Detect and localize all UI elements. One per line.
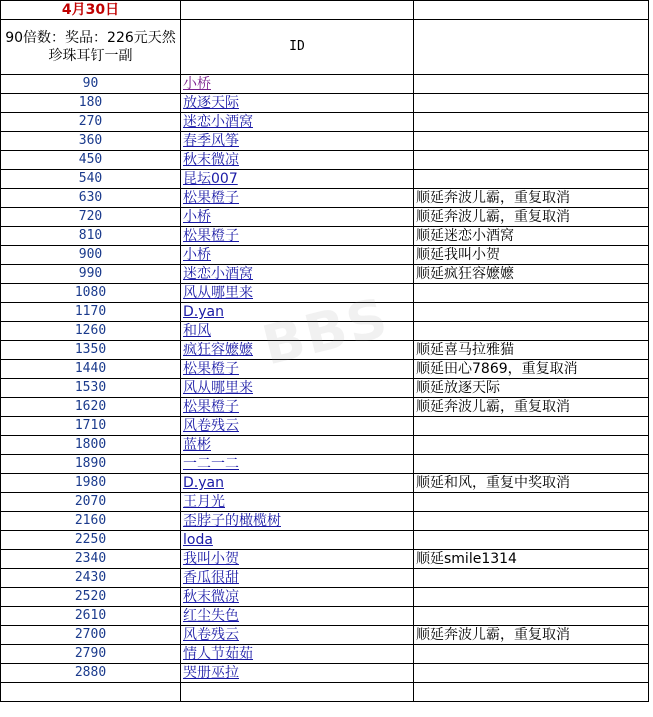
table-row — [1, 474, 649, 493]
user-link[interactable]: 疯狂容嬷嬷 — [183, 342, 253, 358]
user-link[interactable]: D.yan — [183, 475, 224, 491]
note-cell[interactable]: 顺延放逐天际 — [414, 379, 649, 398]
user-link[interactable]: 小桥 — [183, 209, 211, 225]
floor-number-cell[interactable]: 1890 — [1, 455, 181, 474]
table-row — [1, 588, 649, 607]
table-row — [1, 151, 649, 170]
id-header-cell[interactable]: ID — [181, 20, 414, 75]
user-link[interactable]: 秋末微凉 — [183, 589, 239, 605]
table-row — [1, 550, 649, 569]
floor-number-cell[interactable]: 2790 — [1, 645, 181, 664]
user-id-cell[interactable] — [181, 189, 414, 208]
table-row — [1, 208, 649, 227]
floor-number-cell[interactable]: 1530 — [1, 379, 181, 398]
note-cell[interactable] — [414, 512, 649, 531]
user-id-cell[interactable] — [181, 322, 414, 341]
user-link[interactable]: 风从哪里来 — [183, 380, 253, 396]
note-cell[interactable]: 顺延奔波儿霸，重复取消 — [414, 189, 649, 208]
user-link[interactable]: 风从哪里来 — [183, 285, 253, 301]
user-link[interactable]: 一二一二 — [183, 456, 239, 472]
note-cell[interactable] — [414, 170, 649, 189]
note-cell[interactable] — [414, 493, 649, 512]
user-id-cell[interactable] — [181, 208, 414, 227]
user-link[interactable]: 迷恋小酒窝 — [183, 114, 253, 130]
user-id-cell[interactable] — [181, 151, 414, 170]
user-id-cell[interactable] — [181, 474, 414, 493]
note-cell[interactable]: 顺延迷恋小酒窝 — [414, 227, 649, 246]
floor-number-cell[interactable]: 990 — [1, 265, 181, 284]
note-cell[interactable] — [414, 569, 649, 588]
user-id-cell[interactable] — [181, 626, 414, 645]
user-link[interactable]: 小桥 — [183, 76, 211, 92]
floor-number-cell[interactable]: 810 — [1, 227, 181, 246]
note-cell[interactable]: 顺延疯狂容嬷嬷 — [414, 265, 649, 284]
floor-number-cell[interactable]: 1260 — [1, 322, 181, 341]
table-row — [1, 265, 649, 284]
note-cell[interactable] — [414, 303, 649, 322]
user-id-cell[interactable] — [181, 284, 414, 303]
note-cell[interactable] — [414, 284, 649, 303]
user-link[interactable]: 和风 — [183, 323, 211, 339]
user-link[interactable]: D.yan — [183, 304, 224, 320]
user-id-cell[interactable] — [181, 227, 414, 246]
note-cell[interactable] — [414, 132, 649, 151]
user-id-cell[interactable] — [181, 303, 414, 322]
user-link[interactable]: 昆坛007 — [183, 171, 238, 187]
note-cell[interactable] — [414, 683, 649, 702]
note-cell[interactable] — [414, 455, 649, 474]
user-id-cell[interactable] — [181, 607, 414, 626]
table-row — [1, 569, 649, 588]
user-link[interactable]: 歪脖子的橄榄树 — [183, 513, 281, 529]
user-id-cell[interactable] — [181, 398, 414, 417]
user-id-cell[interactable] — [181, 683, 414, 702]
user-id-cell[interactable] — [181, 379, 414, 398]
floor-number-cell[interactable]: 1080 — [1, 284, 181, 303]
table-body — [1, 1, 649, 702]
table-row — [1, 493, 649, 512]
user-link[interactable]: 红尘失色 — [183, 608, 239, 624]
user-id-cell[interactable] — [181, 569, 414, 588]
user-id-cell[interactable] — [181, 170, 414, 189]
table-row — [1, 645, 649, 664]
user-link[interactable]: 迷恋小酒窝 — [183, 266, 253, 282]
watermark: BBS — [256, 285, 395, 378]
note-cell[interactable]: 顺延我叫小贺 — [414, 246, 649, 265]
floor-number-cell[interactable]: 2340 — [1, 550, 181, 569]
note-cell[interactable]: 顺延喜马拉雅猫 — [414, 341, 649, 360]
user-link[interactable]: 松果橙子 — [183, 361, 239, 377]
user-link[interactable]: 哭册巫拉 — [183, 665, 239, 681]
floor-number-cell[interactable] — [1, 683, 181, 702]
table-row — [1, 284, 649, 303]
table-row — [1, 512, 649, 531]
user-link[interactable]: 风卷残云 — [183, 627, 239, 643]
user-link[interactable]: 风卷残云 — [183, 418, 239, 434]
user-link[interactable]: 松果橙子 — [183, 228, 239, 244]
floor-number-cell[interactable]: 2610 — [1, 607, 181, 626]
floor-number-cell[interactable]: 270 — [1, 113, 181, 132]
user-id-cell[interactable] — [181, 550, 414, 569]
user-link[interactable]: 松果橙子 — [183, 190, 239, 206]
note-cell[interactable] — [414, 151, 649, 170]
table-row — [1, 113, 649, 132]
table-row — [1, 683, 649, 702]
user-id-cell[interactable] — [181, 493, 414, 512]
floor-number-cell[interactable]: 2430 — [1, 569, 181, 588]
table-row — [1, 531, 649, 550]
floor-number-cell[interactable]: 630 — [1, 189, 181, 208]
header-row — [1, 20, 649, 75]
user-id-cell[interactable] — [181, 664, 414, 683]
user-link[interactable]: 小桥 — [183, 247, 211, 263]
table-row — [1, 303, 649, 322]
user-id-cell[interactable] — [181, 645, 414, 664]
note-cell[interactable] — [414, 588, 649, 607]
floor-number-cell[interactable]: 1800 — [1, 436, 181, 455]
user-id-cell[interactable] — [181, 531, 414, 550]
floor-number-cell[interactable]: 1980 — [1, 474, 181, 493]
table-row — [1, 94, 649, 113]
user-id-cell[interactable] — [181, 417, 414, 436]
user-id-cell[interactable] — [181, 94, 414, 113]
user-link[interactable]: 情人节茹茹 — [183, 646, 253, 662]
table-row — [1, 626, 649, 645]
floor-number-cell[interactable]: 1620 — [1, 398, 181, 417]
user-link[interactable]: 我叫小贺 — [183, 551, 239, 567]
floor-number-cell[interactable]: 2880 — [1, 664, 181, 683]
table-row — [1, 75, 649, 94]
floor-number-cell[interactable]: 540 — [1, 170, 181, 189]
table-row — [1, 227, 649, 246]
user-id-cell[interactable] — [181, 588, 414, 607]
floor-number-cell[interactable]: 720 — [1, 208, 181, 227]
empty-cell[interactable] — [181, 1, 414, 20]
note-cell[interactable] — [414, 75, 649, 94]
floor-number-cell[interactable]: 1710 — [1, 417, 181, 436]
note-cell[interactable]: 顺延奔波儿霸，重复取消 — [414, 208, 649, 227]
table-row — [1, 664, 649, 683]
note-cell[interactable] — [414, 607, 649, 626]
date-row — [1, 1, 649, 20]
floor-number-cell[interactable]: 450 — [1, 151, 181, 170]
user-id-cell[interactable] — [181, 341, 414, 360]
table-row — [1, 189, 649, 208]
user-link[interactable]: 王月光 — [183, 494, 225, 510]
floor-number-cell[interactable]: 2520 — [1, 588, 181, 607]
table-row — [1, 360, 649, 379]
note-cell[interactable] — [414, 94, 649, 113]
note-cell[interactable] — [414, 664, 649, 683]
note-cell[interactable] — [414, 113, 649, 132]
table-row — [1, 455, 649, 474]
table-row — [1, 398, 649, 417]
user-id-cell[interactable] — [181, 265, 414, 284]
floor-number-cell[interactable]: 1350 — [1, 341, 181, 360]
floor-number-cell[interactable]: 1440 — [1, 360, 181, 379]
note-cell[interactable]: 顺延奔波儿霸，重复取消 — [414, 398, 649, 417]
table-row — [1, 436, 649, 455]
table-row — [1, 417, 649, 436]
floor-number-cell[interactable]: 360 — [1, 132, 181, 151]
user-link[interactable]: 放逐天际 — [183, 95, 239, 111]
floor-number-cell[interactable]: 1170 — [1, 303, 181, 322]
table-row — [1, 607, 649, 626]
user-link[interactable]: loda — [183, 532, 213, 548]
user-id-cell[interactable] — [181, 360, 414, 379]
table-row — [1, 132, 649, 151]
note-cell[interactable]: 顺延奔波儿霸，重复取消 — [414, 626, 649, 645]
note-cell[interactable]: 顺延和风，重复中奖取消 — [414, 474, 649, 493]
user-link[interactable]: 松果橙子 — [183, 399, 239, 415]
note-cell[interactable] — [414, 531, 649, 550]
user-id-cell[interactable] — [181, 436, 414, 455]
user-id-cell[interactable] — [181, 132, 414, 151]
floor-number-cell[interactable]: 2700 — [1, 626, 181, 645]
table-row — [1, 246, 649, 265]
note-cell[interactable] — [414, 645, 649, 664]
note-cell[interactable]: 顺延smile1314 — [414, 550, 649, 569]
note-cell[interactable] — [414, 417, 649, 436]
floor-number-cell[interactable]: 2250 — [1, 531, 181, 550]
floor-number-cell[interactable]: 2160 — [1, 512, 181, 531]
user-link[interactable]: 蓝彬 — [183, 437, 211, 453]
user-link[interactable]: 香瓜很甜 — [183, 570, 239, 586]
user-id-cell[interactable] — [181, 75, 414, 94]
prize-description-cell[interactable]: 90倍数：奖品：226元天然珍珠耳钉一副 — [1, 20, 181, 75]
floor-number-cell[interactable]: 2070 — [1, 493, 181, 512]
date-cell[interactable]: 4月30日 — [1, 1, 181, 20]
floor-number-cell[interactable]: 90 — [1, 75, 181, 94]
floor-number-cell[interactable]: 180 — [1, 94, 181, 113]
floor-number-cell[interactable]: 900 — [1, 246, 181, 265]
note-cell[interactable] — [414, 436, 649, 455]
table-row — [1, 379, 649, 398]
note-header-cell[interactable] — [414, 20, 649, 75]
user-link[interactable]: 春季风筝 — [183, 133, 239, 149]
user-id-cell[interactable] — [181, 113, 414, 132]
empty-cell[interactable] — [414, 1, 649, 20]
note-cell[interactable]: 顺延田心7869，重复取消 — [414, 360, 649, 379]
table-row — [1, 322, 649, 341]
user-id-cell[interactable] — [181, 246, 414, 265]
user-id-cell[interactable] — [181, 512, 414, 531]
user-id-cell[interactable] — [181, 455, 414, 474]
note-cell[interactable] — [414, 322, 649, 341]
table-row — [1, 170, 649, 189]
table-row — [1, 341, 649, 360]
user-link[interactable]: 秋末微凉 — [183, 152, 239, 168]
